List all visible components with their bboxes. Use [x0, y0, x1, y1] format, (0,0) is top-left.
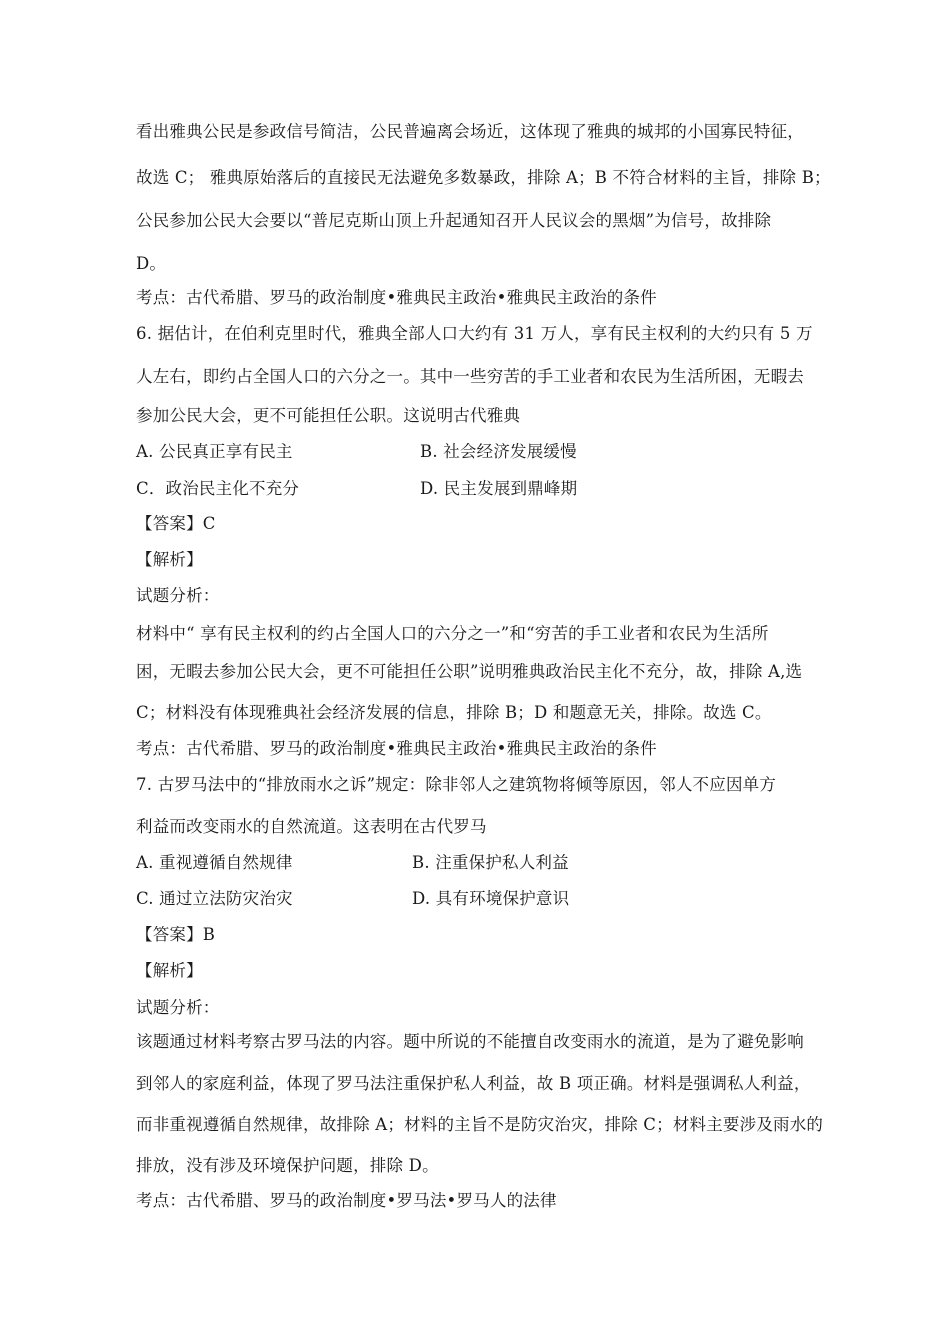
q6-stem-line-3: 参加公民大会，更不可能担任公职。这说明古代雅典 [136, 406, 521, 425]
q7-analysis-line-1: 该题通过材料考察古罗马法的内容。题中所说的不能擅自改变雨水的流道，是为了避免影响 [136, 1032, 804, 1051]
q6-stem-line-2: 人左右，即约占全国人口的六分之一。其中一些穷苦的手工业者和农民为生活所困，无暇去 [136, 367, 804, 386]
q7-option-c: C. 通过立法防灾治灾 [136, 889, 293, 908]
prev-analysis-line-4: D。 [136, 254, 167, 273]
q6-jiexi-heading: 【解析】 [136, 550, 203, 569]
q7-fenxi-heading: 试题分析： [136, 998, 220, 1017]
q7-jiexi-heading: 【解析】 [136, 961, 203, 980]
q6-kaodian: 考点：古代希腊、罗马的政治制度•雅典民主政治•雅典民主政治的条件 [136, 739, 657, 758]
prev-analysis-line-2: 故选 C； 雅典原始落后的直接民无法避免多数暴政，排除 A；B 不符合材料的主旨，排除 B； [136, 168, 831, 187]
q7-kaodian: 考点：古代希腊、罗马的政治制度•罗马法•罗马人的法律 [136, 1191, 557, 1210]
prev-analysis-line-1: 看出雅典公民是参政信号简洁，公民普遍离会场近，这体现了雅典的城邦的小国寡民特征， [136, 122, 804, 141]
q7-analysis-line-4: 排放，没有涉及环境保护问题，排除 D。 [136, 1156, 439, 1175]
q7-analysis-line-2: 到邻人的家庭利益，体现了罗马法注重保护私人利益，故 B 项正确。材料是强调私人利益， [136, 1074, 811, 1093]
prev-analysis-line-3: 公民参加公民大会要以“普尼克斯山顶上升起通知召开人民议会的黑烟”为信号，故排除 [136, 211, 772, 230]
q6-analysis-line-2: 困，无暇去参加公民大会，更不可能担任公职”说明雅典政治民主化不充分，故，排除 A,选 [136, 662, 803, 681]
q6-stem-line-1: 6. 据估计，在伯利克里时代，雅典全部人口大约有 31 万人，享有民主权利的大约只有 5 万 [136, 324, 813, 343]
q6-analysis-line-1: 材料中“ 享有民主权利的约占全国人口的六分之一”和“穷苦的手工业者和农民为生活所 [136, 624, 769, 643]
q6-option-b: B. 社会经济发展缓慢 [420, 442, 577, 461]
q6-fenxi-heading: 试题分析： [136, 586, 220, 605]
prev-kaodian: 考点：古代希腊、罗马的政治制度•雅典民主政治•雅典民主政治的条件 [136, 288, 657, 307]
q6-option-c: C．政治民主化不充分 [136, 479, 300, 498]
q7-option-d: D. 具有环境保护意识 [412, 889, 570, 908]
q6-analysis-line-3: C；材料没有体现雅典社会经济发展的信息，排除 B；D 和题意无关，排除。故选 C。 [136, 703, 772, 722]
q7-option-b: B. 注重保护私人利益 [412, 853, 569, 872]
q6-answer: 【答案】C [136, 514, 216, 533]
q7-analysis-line-3: 而非重视遵循自然规律，故排除 A；材料的主旨不是防灾治灾，排除 C；材料主要涉及雨水的 [136, 1115, 824, 1134]
q6-option-a: A. 公民真正享有民主 [136, 442, 293, 461]
q7-answer: 【答案】B [136, 925, 216, 944]
q6-option-d: D. 民主发展到鼎峰期 [420, 479, 578, 498]
q7-option-a: A. 重视遵循自然规律 [136, 853, 293, 872]
q7-stem-line-1: 7. 古罗马法中的“排放雨水之诉”规定：除非邻人之建筑物将倾等原因，邻人不应因单方 [136, 775, 777, 794]
q7-stem-line-2: 利益而改变雨水的自然流道。这表明在古代罗马 [136, 817, 487, 836]
